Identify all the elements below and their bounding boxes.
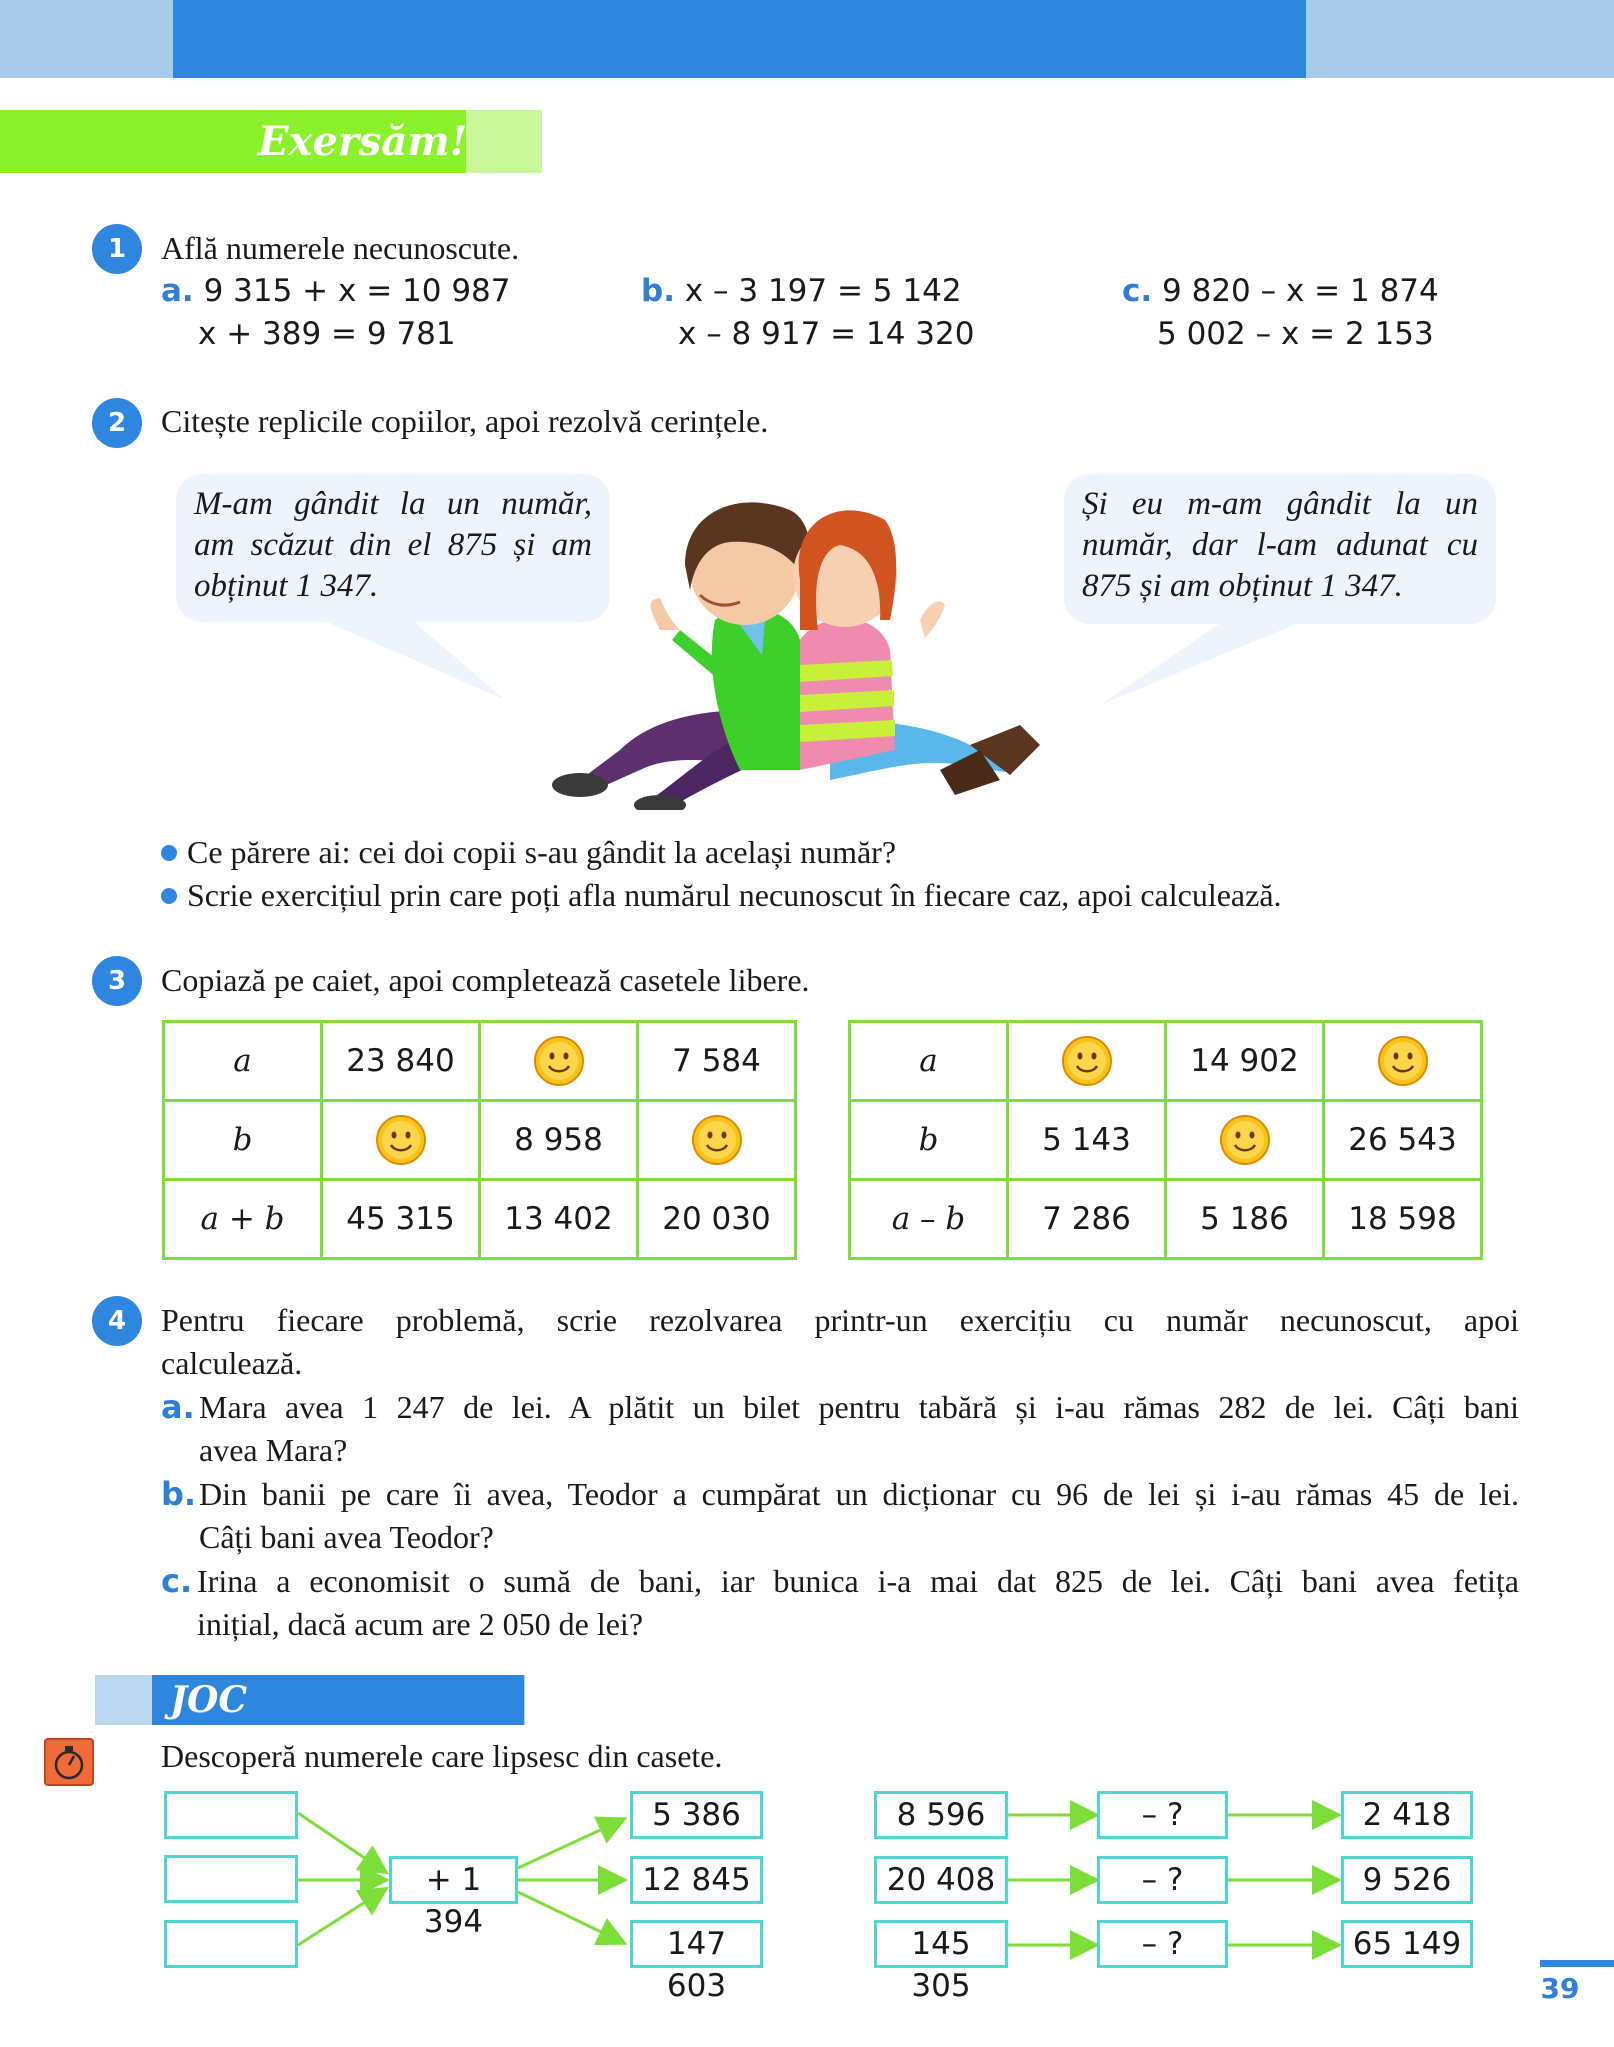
joc-result-3: 147 603 xyxy=(630,1920,763,1968)
exercise-2-instruction: Citește replicile copiilor, apoi rezolvă cerințele. xyxy=(161,403,769,439)
ex4-problem-b-line-1: Din banii pe care îi avea, Teodor a cumpărat un dicționar cu 96 de lei și i-au rămas 45 de lei. xyxy=(199,1476,1519,1512)
ex4-problem-c-line-2: inițial, dacă acum are 2 050 de lei? xyxy=(197,1606,644,1642)
ex4-label-c: c. xyxy=(161,1562,193,1600)
ex4-instruction-line-2: calculează. xyxy=(161,1345,303,1381)
exercise-1-badge: 1 xyxy=(92,224,142,274)
joc-result-2: 12 845 xyxy=(630,1856,763,1904)
table-cell: b xyxy=(164,1101,322,1180)
section-title: Exersăm! xyxy=(258,118,468,165)
ex4-label-a: a. xyxy=(161,1388,195,1426)
ex2-bullet-2-text: Scrie exercițiul prin care poți afla numărul necunoscut în fiecare caz, apoi calculează. xyxy=(187,877,1282,913)
ex4-problem-a-line-1: Mara avea 1 247 de lei. A plătit un bilet pentru tabără și i-au rămas 282 de lei. Câți bani xyxy=(199,1389,1519,1425)
table-cell: a xyxy=(850,1022,1008,1101)
joc-chain-2-op[interactable]: – ? xyxy=(1097,1856,1228,1904)
ex4-problem-b-line-2: Câți bani avea Teodor? xyxy=(199,1519,494,1555)
table-cell: 5 143 xyxy=(1008,1101,1166,1180)
joc-chain-3-op[interactable]: – ? xyxy=(1097,1920,1228,1968)
bubble-right-line-1: Și eu m-am gândit la un xyxy=(1082,486,1478,522)
table-cell: 45 315 xyxy=(322,1180,480,1259)
table-cell: 8 958 xyxy=(480,1101,638,1180)
ex1-label-c: c. xyxy=(1122,273,1153,309)
joc-operator-box: + 1 394 xyxy=(389,1856,518,1904)
exercise-4-badge: 4 xyxy=(92,1296,142,1346)
ex1-label-b: b. xyxy=(641,273,675,309)
table-cell: a – b xyxy=(850,1180,1008,1259)
joc-chain-1-end: 2 418 xyxy=(1341,1791,1473,1839)
table-cell: 23 840 xyxy=(322,1022,480,1101)
bubble-left-line-3: obținut 1 347. xyxy=(194,568,379,604)
ex1-label-a: a. xyxy=(161,273,194,309)
table-cell: a + b xyxy=(164,1180,322,1259)
joc-result-1: 5 386 xyxy=(630,1791,763,1839)
joc-chain-2-start: 20 408 xyxy=(874,1856,1008,1904)
joc-input-2[interactable] xyxy=(164,1855,298,1903)
bubble-left-line-2: am scăzut din el 875 și am xyxy=(194,527,592,563)
table-cell: 7 286 xyxy=(1008,1180,1166,1259)
bubble-right-line-2: număr, dar l-am adunat cu xyxy=(1082,527,1478,563)
joc-input-1[interactable] xyxy=(164,1791,298,1839)
table-cell: b xyxy=(850,1101,1008,1180)
ex1-b-eq2: x – 8 917 = 14 320 xyxy=(678,316,975,352)
ex4-problem-c-line-1: Irina a economisit o sumă de bani, iar bunica i-a mai dat 825 de lei. Câți bani avea fetița xyxy=(197,1563,1519,1599)
ex4-problem-a-line-2: avea Mara? xyxy=(199,1432,348,1468)
joc-title: JOC xyxy=(170,1679,248,1721)
exercise-2-badge: 2 xyxy=(92,398,142,448)
exercise-1-instruction: Află numerele necunoscute. xyxy=(161,230,520,266)
page-number: 39 xyxy=(1540,1972,1580,2005)
table-cell: a xyxy=(164,1022,322,1101)
table-cell: 7 584 xyxy=(638,1022,796,1101)
joc-chain-1-start: 8 596 xyxy=(874,1791,1008,1839)
ex4-instruction-line-1: Pentru fiecare problemă, scrie rezolvarea printr-un exercițiu cu număr necunoscut, apoi xyxy=(161,1302,1519,1338)
ex1-a-eq2: x + 389 = 9 781 xyxy=(198,316,456,352)
table-cell: 5 186 xyxy=(1166,1180,1324,1259)
joc-input-3[interactable] xyxy=(164,1920,298,1968)
table-cell: 20 030 xyxy=(638,1180,796,1259)
bubble-right-line-3: 875 și am obținut 1 347. xyxy=(1082,568,1403,604)
exercise-3-badge: 3 xyxy=(92,956,142,1006)
exercise-3-instruction: Copiază pe caiet, apoi completează casetele libere. xyxy=(161,962,810,998)
joc-instruction: Descoperă numerele care lipsesc din casete. xyxy=(161,1738,723,1774)
joc-chain-3-end: 65 149 xyxy=(1341,1920,1473,1968)
table-cell: 13 402 xyxy=(480,1180,638,1259)
joc-chain-3-start: 145 305 xyxy=(874,1920,1008,1968)
joc-chain-2-end: 9 526 xyxy=(1341,1856,1473,1904)
ex1-a-eq1: 9 315 + x = 10 987 xyxy=(203,273,511,309)
table-cell: 14 902 xyxy=(1166,1022,1324,1101)
page-number-bar xyxy=(1540,1960,1614,1967)
bubble-left-line-1: M-am gândit la un număr, xyxy=(194,486,592,522)
joc-chain-1-op[interactable]: – ? xyxy=(1097,1791,1228,1839)
table-cell: 18 598 xyxy=(1324,1180,1482,1259)
ex1-b-eq1: x – 3 197 = 5 142 xyxy=(684,273,962,309)
table-cell: 26 543 xyxy=(1324,1101,1482,1180)
ex2-bullet-1-text: Ce părere ai: cei doi copii s-au gândit la același număr? xyxy=(187,834,897,870)
ex1-c-eq2: 5 002 – x = 2 153 xyxy=(1157,316,1434,352)
ex4-label-b: b. xyxy=(161,1475,197,1513)
ex1-c-eq1: 9 820 – x = 1 874 xyxy=(1162,273,1439,309)
